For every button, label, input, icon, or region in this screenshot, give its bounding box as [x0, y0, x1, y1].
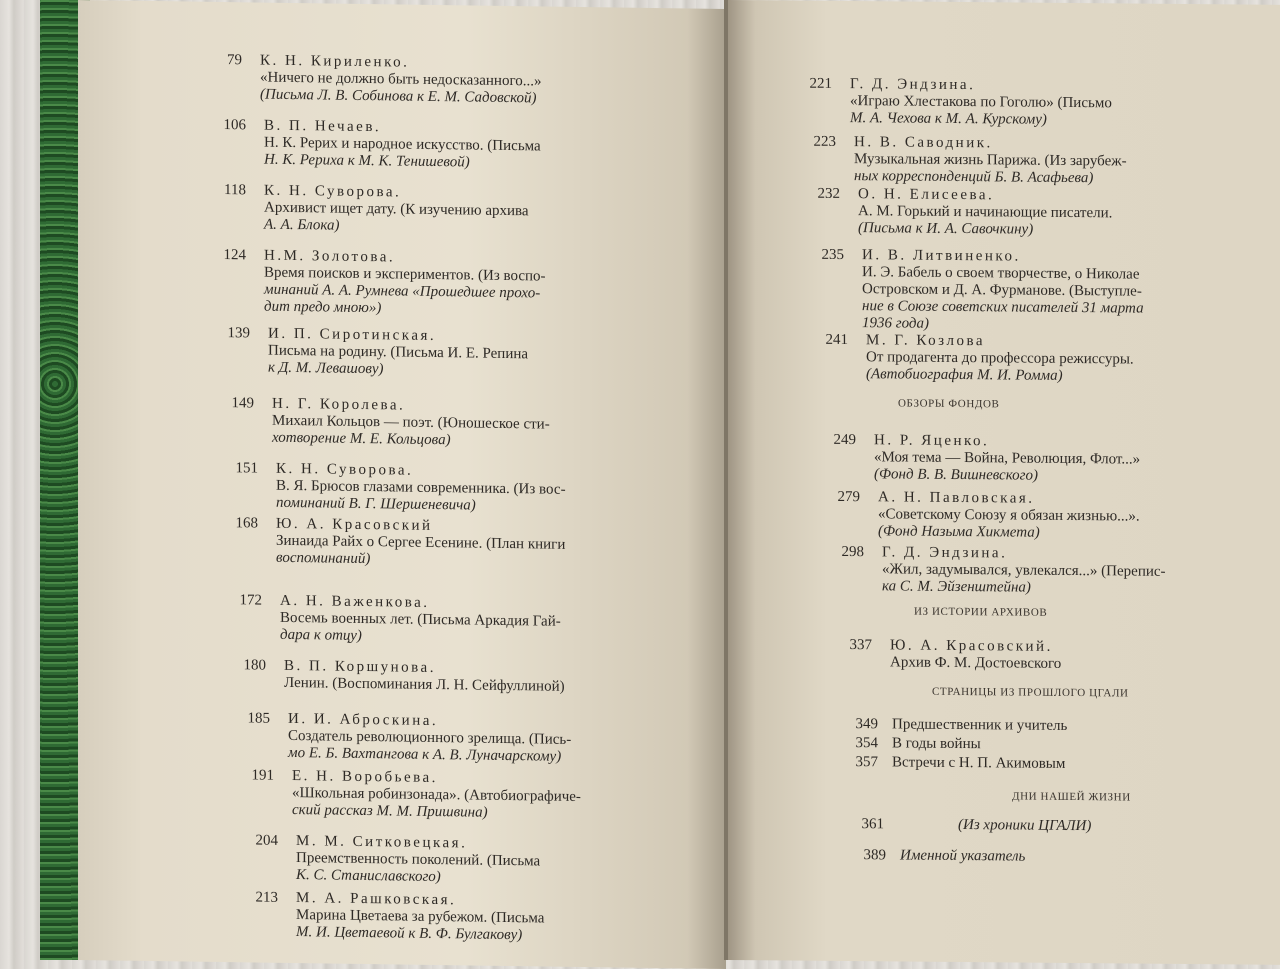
- entry-title: И. Э. Бабель о своем творчестве, о Николае: [862, 264, 1140, 283]
- entry-author: Ю. А. Красовский.: [890, 637, 1053, 655]
- entry-author: И. П. Сиротинская.: [268, 325, 437, 345]
- page-number: 349: [855, 716, 878, 733]
- page-number: 191: [251, 767, 274, 784]
- entry-title: В годы войны: [892, 735, 981, 753]
- entry-author: И. В. Литвиненко.: [862, 247, 1021, 265]
- entry-author: Н.М. Золотова.: [264, 247, 396, 266]
- entry-title: Время поисков и экспериментов. (Из воспо-: [264, 264, 546, 285]
- entry-title: «Советскому Союзу я обязан жизнью...».: [878, 506, 1140, 525]
- page-number: 118: [224, 182, 246, 199]
- entry-title: (Из хроники ЦГАЛИ): [958, 817, 1092, 835]
- entry-author: Г. Д. Эндзина.: [850, 76, 976, 94]
- entry-title: Архив Ф. М. Достоевского: [890, 654, 1062, 672]
- entry-title: Марина Цветаева за рубежом. (Письма: [296, 907, 545, 927]
- entry-body: [874, 432, 1140, 485]
- entry-body: [882, 544, 1166, 597]
- entry-body: [264, 118, 541, 173]
- entry-title: Встречи с Н. П. Акимовым: [892, 754, 1066, 772]
- right-page: [728, 0, 1280, 965]
- toc-line: [846, 716, 1067, 735]
- entry-body: [854, 134, 1127, 187]
- entry-author: Е. Н. Воробьева.: [292, 767, 438, 787]
- section-heading: СТРАНИЦЫ ИЗ ПРОШЛОГО ЦГАЛИ: [932, 685, 1129, 700]
- page-number: 168: [235, 515, 258, 532]
- entry-body: [890, 637, 1061, 672]
- page-number: 249: [833, 431, 856, 449]
- entry-note: дит предо мною»): [264, 298, 382, 317]
- entry-author: М. А. Рашковская.: [296, 890, 457, 909]
- entry-author: И. И. Аброскина.: [288, 710, 439, 730]
- entry-author: Н. Г. Королева.: [272, 395, 406, 414]
- page-number: 223: [813, 133, 836, 150]
- entry-title: Письма на родину. (Письма И. Е. Репина: [268, 342, 529, 363]
- entry-body: [878, 489, 1140, 542]
- entry-title: Восемь военных лет. (Письма Аркадия Гай-: [280, 609, 561, 630]
- toc-line: [846, 754, 1065, 773]
- entry-title: В. Я. Брюсов глазами современника. (Из вос-: [276, 477, 566, 498]
- page-number: 241: [825, 331, 848, 349]
- entry-author: Ю. А. Красовский: [276, 515, 433, 534]
- entry-title: Создатель революционного зрелища. (Пись-: [288, 727, 572, 748]
- entry-title: От продагента до профессора режиссуры.: [866, 349, 1134, 368]
- page-number: 213: [255, 889, 278, 906]
- entry-note: (Автобиография М. И. Ромма): [866, 366, 1063, 384]
- entry-body: [260, 53, 541, 108]
- entry-body: [292, 768, 581, 823]
- page-number: 185: [247, 710, 270, 727]
- page-number: 361: [861, 816, 884, 833]
- page-number: 124: [223, 247, 246, 264]
- page-number: 232: [817, 185, 840, 202]
- entry-note: (Фонд В. В. Вишневского): [874, 466, 1039, 484]
- entry-note: мо Е. Б. Вахтангова к А. В. Луначарскому): [288, 744, 562, 765]
- entry-author: Г. Д. Эндзина.: [882, 544, 1008, 562]
- section-heading: ДНИ НАШЕЙ ЖИЗНИ: [1012, 790, 1131, 804]
- entry-author: А. Н. Важенкова.: [280, 592, 430, 611]
- entry-note: ский рассказ М. М. Пришвина): [292, 801, 488, 821]
- page-number: 357: [855, 754, 878, 771]
- entry-title: Зинаида Райх о Сергее Есенине. (План книги: [276, 532, 566, 553]
- entry-author: О. Н. Елисеева.: [858, 186, 995, 204]
- entry-note: хотворение М. Е. Кольцова): [272, 429, 451, 449]
- entry-author: Н. Р. Яценко.: [874, 432, 990, 450]
- page-number: 279: [837, 488, 860, 506]
- entry-title: А. М. Горький и начинающие писатели.: [858, 203, 1113, 222]
- entry-note: к Д. М. Левашову): [268, 359, 384, 378]
- page-number: 298: [841, 543, 864, 561]
- entry-body: [850, 76, 1112, 129]
- entry-note: ние в Союзе советских писателей 31 марта: [862, 298, 1144, 317]
- entry-author: М. М. Ситковецкая.: [296, 833, 468, 852]
- entry-author: В. П. Коршунова.: [284, 657, 436, 676]
- entry-body: [276, 516, 565, 571]
- entry-note: 1936 года): [862, 315, 929, 332]
- page-number: 221: [809, 75, 832, 92]
- toc-line: [846, 735, 981, 753]
- entry-body: [264, 248, 546, 320]
- entry-note: ка С. М. Эйзенштейна): [882, 578, 1031, 596]
- entry-note: (Фонд Назыма Хикмета): [878, 523, 1040, 541]
- entry-author: В. П. Нечаев.: [264, 117, 382, 136]
- entry-body: [280, 593, 561, 648]
- page-number: 389: [863, 847, 886, 864]
- page-number: 204: [255, 832, 278, 849]
- entry-author: Н. В. Саводник.: [854, 134, 993, 152]
- entry-note: ных корреспонденций Б. В. Асафьева): [854, 168, 1094, 187]
- entry-body: [276, 461, 566, 516]
- entry-title: Архивист ищет дату. (К изучению архива: [264, 199, 529, 220]
- toc-line: [852, 816, 1091, 835]
- entry-title: «Жил, задумывался, увлекался...» (Перепис-: [882, 561, 1166, 580]
- page-number: 354: [855, 735, 878, 752]
- entry-note: поминаний В. Г. Шершеневича): [276, 494, 476, 514]
- entry-body: [284, 658, 565, 696]
- entry-body: [288, 711, 571, 766]
- entry-note: М. А. Чехова к М. А. Курскому): [850, 110, 1047, 128]
- entry-note: дара к отцу): [280, 626, 362, 644]
- entry-title: Н. К. Рерих и народное искусство. (Письма: [264, 134, 541, 155]
- entry-body: [858, 186, 1112, 239]
- entry-title: «Играю Хлестакова по Гоголю» (Письмо: [850, 93, 1112, 112]
- entry-note: К. С. Станиславского): [296, 867, 441, 886]
- entry-title: Михаил Кольцов — поэт. (Юношеское сти-: [272, 412, 550, 433]
- entry-title: Ленин. (Воспоминания Л. Н. Сейфуллиной): [284, 674, 565, 695]
- entry-body: [272, 396, 550, 451]
- entry-body: [866, 332, 1134, 385]
- entry-note: А. А. Блока): [264, 216, 340, 234]
- entry-note: Н. К. Рериха к М. К. Тенишевой): [264, 151, 470, 171]
- entry-body: [296, 833, 540, 887]
- page-number: 151: [235, 460, 258, 477]
- entry-note: (Письма к И. А. Савочкину): [858, 220, 1034, 238]
- entry-title: Островском и Д. А. Фурманове. (Выступле-: [862, 281, 1142, 300]
- entry-title: Музыкальная жизнь Парижа. (Из зарубеж-: [854, 151, 1127, 170]
- entry-note: (Письма Л. В. Собинова к Е. М. Садовской): [260, 86, 537, 107]
- entry-author: К. Н. Кириленко.: [260, 52, 410, 71]
- page-number: 149: [231, 395, 254, 412]
- entry-title: «Школьная робинзонада». (Автобиографиче-: [292, 784, 581, 806]
- toc-line: [854, 847, 1025, 865]
- entry-title: «Моя тема — Война, Революция, Флот...»: [874, 449, 1141, 468]
- entry-author: К. Н. Суворова.: [276, 460, 414, 479]
- entry-body: [268, 326, 528, 381]
- page-number: 172: [239, 592, 262, 609]
- page-number: 180: [243, 657, 266, 674]
- section-heading: ОБЗОРЫ ФОНДОВ: [898, 397, 1000, 411]
- entry-note: минаний А. А. Румнева «Прошедшее прохо-: [264, 281, 541, 302]
- entry-note: воспоминаний): [276, 549, 371, 568]
- entry-title: Именной указатель: [900, 847, 1026, 865]
- entry-note: М. И. Цветаевой к В. Ф. Булгакову): [296, 924, 523, 944]
- page-number: 79: [227, 52, 242, 69]
- page-number: 139: [227, 325, 250, 342]
- entry-title: Предшественник и учитель: [892, 716, 1068, 734]
- entry-author: К. Н. Суворова.: [264, 182, 402, 201]
- entry-body: [264, 183, 529, 238]
- entry-author: М. Г. Козлова: [866, 332, 986, 350]
- page-number: 337: [849, 637, 872, 654]
- page-number: 235: [821, 246, 844, 264]
- section-heading: ИЗ ИСТОРИИ АРХИВОВ: [914, 605, 1048, 619]
- entry-body: [862, 247, 1144, 334]
- page-number: 106: [223, 117, 246, 134]
- entry-author: А. Н. Павловская.: [878, 489, 1035, 507]
- entry-title: «Ничего не должно быть недосказанного...»: [260, 69, 542, 90]
- entry-title: Преемственность поколений. (Письма: [296, 850, 541, 870]
- entry-body: [296, 890, 544, 944]
- left-page: [78, 0, 726, 969]
